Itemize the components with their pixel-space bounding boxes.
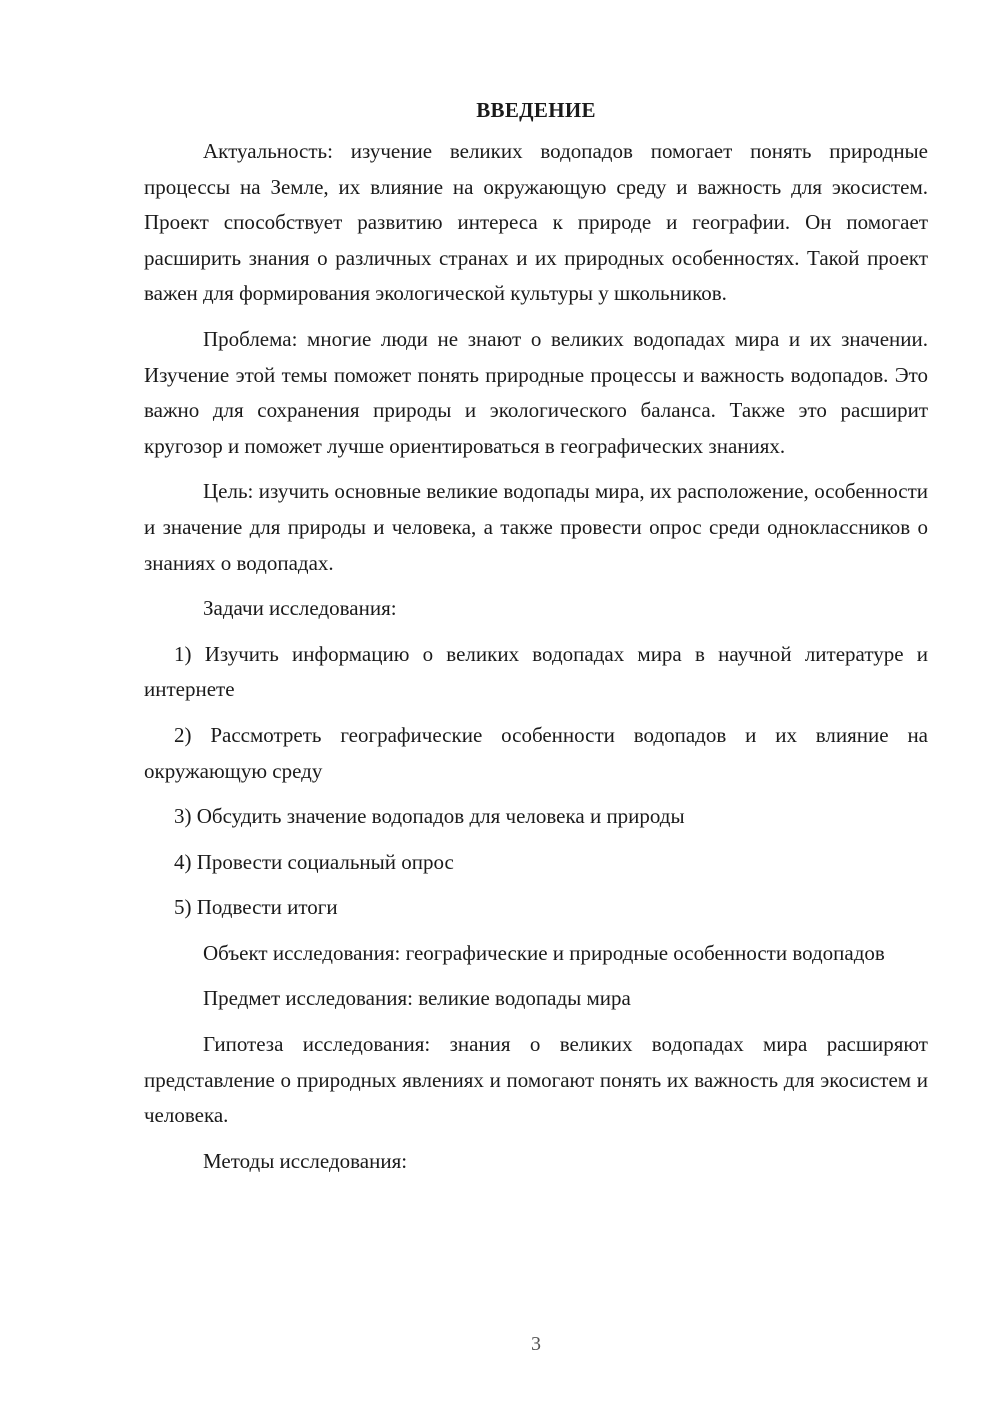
task-item-1: 1) Изучить информацию о великих водопадах мира в научной литературе и интернете: [144, 641, 928, 702]
tasks-heading: Задачи исследования:: [203, 596, 397, 621]
task-item-5: 5) Подвести итоги: [174, 895, 338, 920]
subject-paragraph: Предмет исследования: великие водопады мира: [203, 986, 631, 1011]
methods-heading: Методы исследования:: [203, 1148, 408, 1173]
page-number: 3: [531, 1333, 541, 1355]
task-item-4: 4) Провести социальный опрос: [174, 849, 454, 874]
task-item-3: 3) Обсудить значение водопадов для человека и природы: [174, 804, 685, 829]
page-title: ВВЕДЕНИЕ: [476, 98, 596, 122]
object-paragraph: Объект исследования: географические и природные особенности водопадов: [203, 940, 885, 965]
document-page: [144, 92, 928, 1189]
task-item-2: 2) Рассмотреть географические особенности водопадов и их влияние на окружающую среду: [144, 722, 928, 783]
hypothesis-paragraph: Гипотеза исследования: знания о великих водопадах мира расширяют представление о природных явлениях и помогают понять их важность для экосистем и человека.: [144, 1032, 928, 1128]
relevance-paragraph: Актуальность: изучение великих водопадов помогает понять природные процессы на Земле, их влияние на окружающую среду и важность для экосистем. Проект способствует развитию интереса к природе и географии. Он помогает расширить знания о различных странах и их природных особенностях. Такой проект важен для формирования экологической культуры у школьников.: [144, 139, 928, 306]
problem-paragraph: Проблема: многие люди не знают о великих водопадах мира и их значении. Изучение этой темы поможет понять природные процессы и важность водопадов. Это важно для сохранения природы и экологического баланса. Также это расширит кругозор и поможет лучше ориентироваться в географических знаниях.: [144, 326, 928, 458]
goal-paragraph: Цель: изучить основные великие водопады мира, их расположение, особенности и значение для природы и человека, а также провести опрос среди одноклассников о знаниях о водопадах.: [144, 479, 928, 575]
